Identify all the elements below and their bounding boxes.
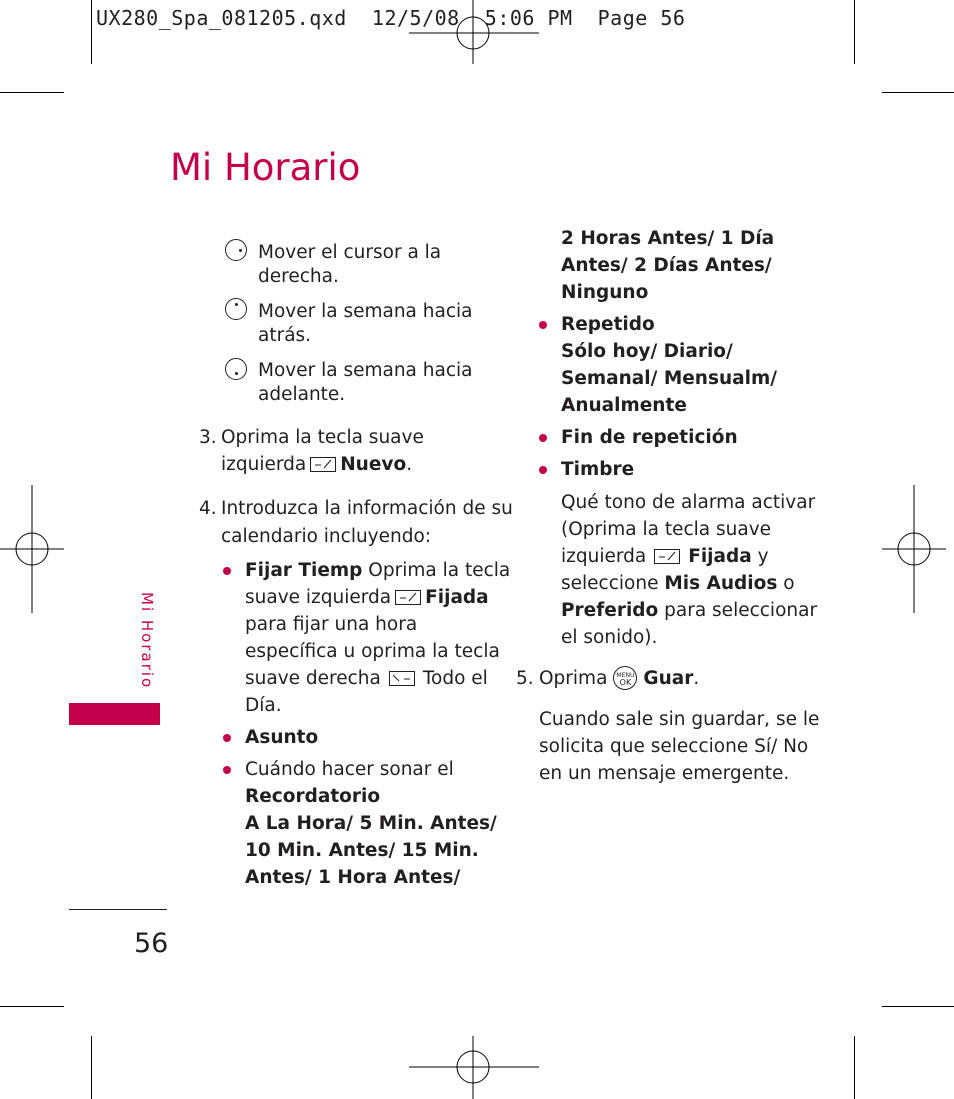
repetido-line2: Semanal/ Mensualm/ (561, 368, 777, 389)
timbre-line6: el sonido). (561, 627, 658, 648)
page-number: 56 (134, 928, 169, 959)
timbre-line5 (561, 597, 817, 624)
nav-item-2-line2: atrás. (258, 325, 312, 346)
registration-mark-bottom (409, 1036, 539, 1099)
timbre-l3-pre: izquierda (561, 546, 647, 567)
bullet-icon (539, 466, 547, 474)
crop-mark (854, 0, 855, 64)
ok-key-top-label: MENU (616, 672, 635, 679)
crop-mark (882, 92, 954, 93)
step3-line2 (221, 451, 412, 478)
timbre-line4 (561, 570, 795, 597)
fijar-l5-pre: suave derecha (245, 668, 381, 689)
side-section-label: Mi Horario (138, 592, 156, 690)
repetido-line3: Anualmente (561, 395, 687, 416)
timbre-label: Timbre (561, 459, 635, 480)
fijar-line5 (245, 665, 488, 692)
nav-item-1-line1: Mover el cursor a la (258, 242, 442, 263)
col2-cont1: 2 Horas Antes/ 1 Día (561, 228, 775, 249)
step5-line (539, 665, 699, 692)
fijar-l5-post: Todo el (422, 668, 488, 689)
bullet-icon (223, 734, 231, 742)
final-line1: Cuando sale sin guardar, se le (539, 709, 820, 730)
step3-post: . (406, 454, 413, 475)
file-slug: UX280_Spa_081205.qxd 12/5/08 5:06 PM Page 56 (96, 6, 686, 30)
registration-mark-top (409, 0, 539, 64)
fijar-line2 (245, 584, 489, 611)
cuando-line2: Recordatorio (245, 786, 381, 807)
final-line2: solicita que seleccione Sí/ No (539, 736, 809, 757)
nav-right-icon (225, 239, 247, 261)
registration-mark-left (0, 485, 64, 613)
timbre-l5-bold: Preferido (561, 600, 659, 621)
nav-item-2-line1: Mover la semana hacia (258, 301, 473, 322)
bullet-icon (223, 567, 231, 575)
cuando-line3: A La Hora/ 5 Min. Antes/ (245, 813, 497, 834)
repetido-label: Repetido (561, 314, 655, 335)
fijar-l2-bold: Fijada (425, 587, 489, 608)
step4-line1: Introduzca la información de su (221, 498, 513, 519)
col2-cont2: Antes/ 2 Días Antes/ (561, 255, 772, 276)
repetido-line1: Sólo hoy/ Diario/ (561, 341, 733, 362)
nav-item-1-line2: derecha. (258, 266, 339, 287)
fijar-line4: específica u oprima la tecla (245, 641, 500, 662)
timbre-line2: (Oprima la tecla suave (561, 519, 772, 540)
page-title: Mi Horario (170, 146, 361, 189)
nav-item-3-line1: Mover la semana hacia (258, 360, 473, 381)
crop-mark (854, 1036, 855, 1099)
crop-mark (91, 0, 92, 64)
step3-number: 3. (199, 427, 217, 448)
step4-line2: calendario incluyendo: (221, 526, 432, 547)
bullet-icon (539, 434, 547, 442)
timbre-l4-pre: seleccione (561, 573, 659, 594)
final-line3: en un mensaje emergente. (539, 763, 790, 784)
step5-post: . (693, 668, 700, 689)
timbre-line1: Qué tono de alarma activar (561, 492, 816, 513)
nav-up-icon (225, 298, 247, 320)
left-soft-key-icon (654, 549, 680, 564)
asunto-label: Asunto (245, 727, 319, 748)
crop-mark (882, 1006, 954, 1007)
timbre-l4-bold: Mis Audios (664, 573, 778, 594)
fin-label: Fin de repetición (561, 427, 738, 448)
step3-pre: izquierda (221, 454, 307, 475)
ok-key-bottom-label: OK (619, 678, 632, 687)
col2-cont3: Ninguno (561, 282, 649, 303)
crop-mark (0, 1006, 64, 1007)
step5-pre: Oprima (539, 668, 608, 689)
cuando-line4: 10 Min. Antes/ 15 Min. (245, 840, 479, 861)
fijar-line3: para fijar una hora (245, 614, 418, 635)
timbre-l4-post: o (783, 573, 795, 594)
fijar-l2-pre: suave izquierda (245, 587, 392, 608)
step4-number: 4. (199, 498, 217, 519)
fijar-line6: Día. (245, 695, 282, 716)
nav-item-3-line2: adelante. (258, 384, 346, 405)
registration-mark-right (882, 485, 946, 613)
nav-down-icon (225, 358, 247, 380)
section-tab (69, 703, 160, 725)
step5-bold: Guar (643, 668, 694, 689)
timbre-l3-post: y (757, 546, 769, 567)
fijar-rest: Oprima la tecla (368, 560, 511, 581)
step3-line1: Oprima la tecla suave (221, 427, 424, 448)
bullet-icon (539, 321, 547, 329)
left-soft-key-icon (395, 590, 421, 605)
fijar-bold: Fijar Tiemp (245, 560, 363, 581)
bullet-icon (223, 766, 231, 774)
timbre-l3-bold: Fijada (688, 546, 752, 567)
menu-ok-key-icon (613, 666, 637, 690)
crop-mark (91, 1036, 92, 1099)
step3-bold: Nuevo (340, 454, 407, 475)
right-soft-key-icon (389, 671, 415, 686)
step5-number: 5. (516, 668, 534, 689)
crop-mark (0, 92, 64, 93)
footer-rule (69, 909, 167, 910)
fijar-line1 (245, 557, 510, 584)
timbre-l5-post: para seleccionar (664, 600, 818, 621)
timbre-line3 (561, 543, 769, 570)
cuando-line1: Cuándo hacer sonar el (245, 759, 454, 780)
cuando-line5: Antes/ 1 Hora Antes/ (245, 867, 461, 888)
left-soft-key-icon (310, 457, 336, 472)
